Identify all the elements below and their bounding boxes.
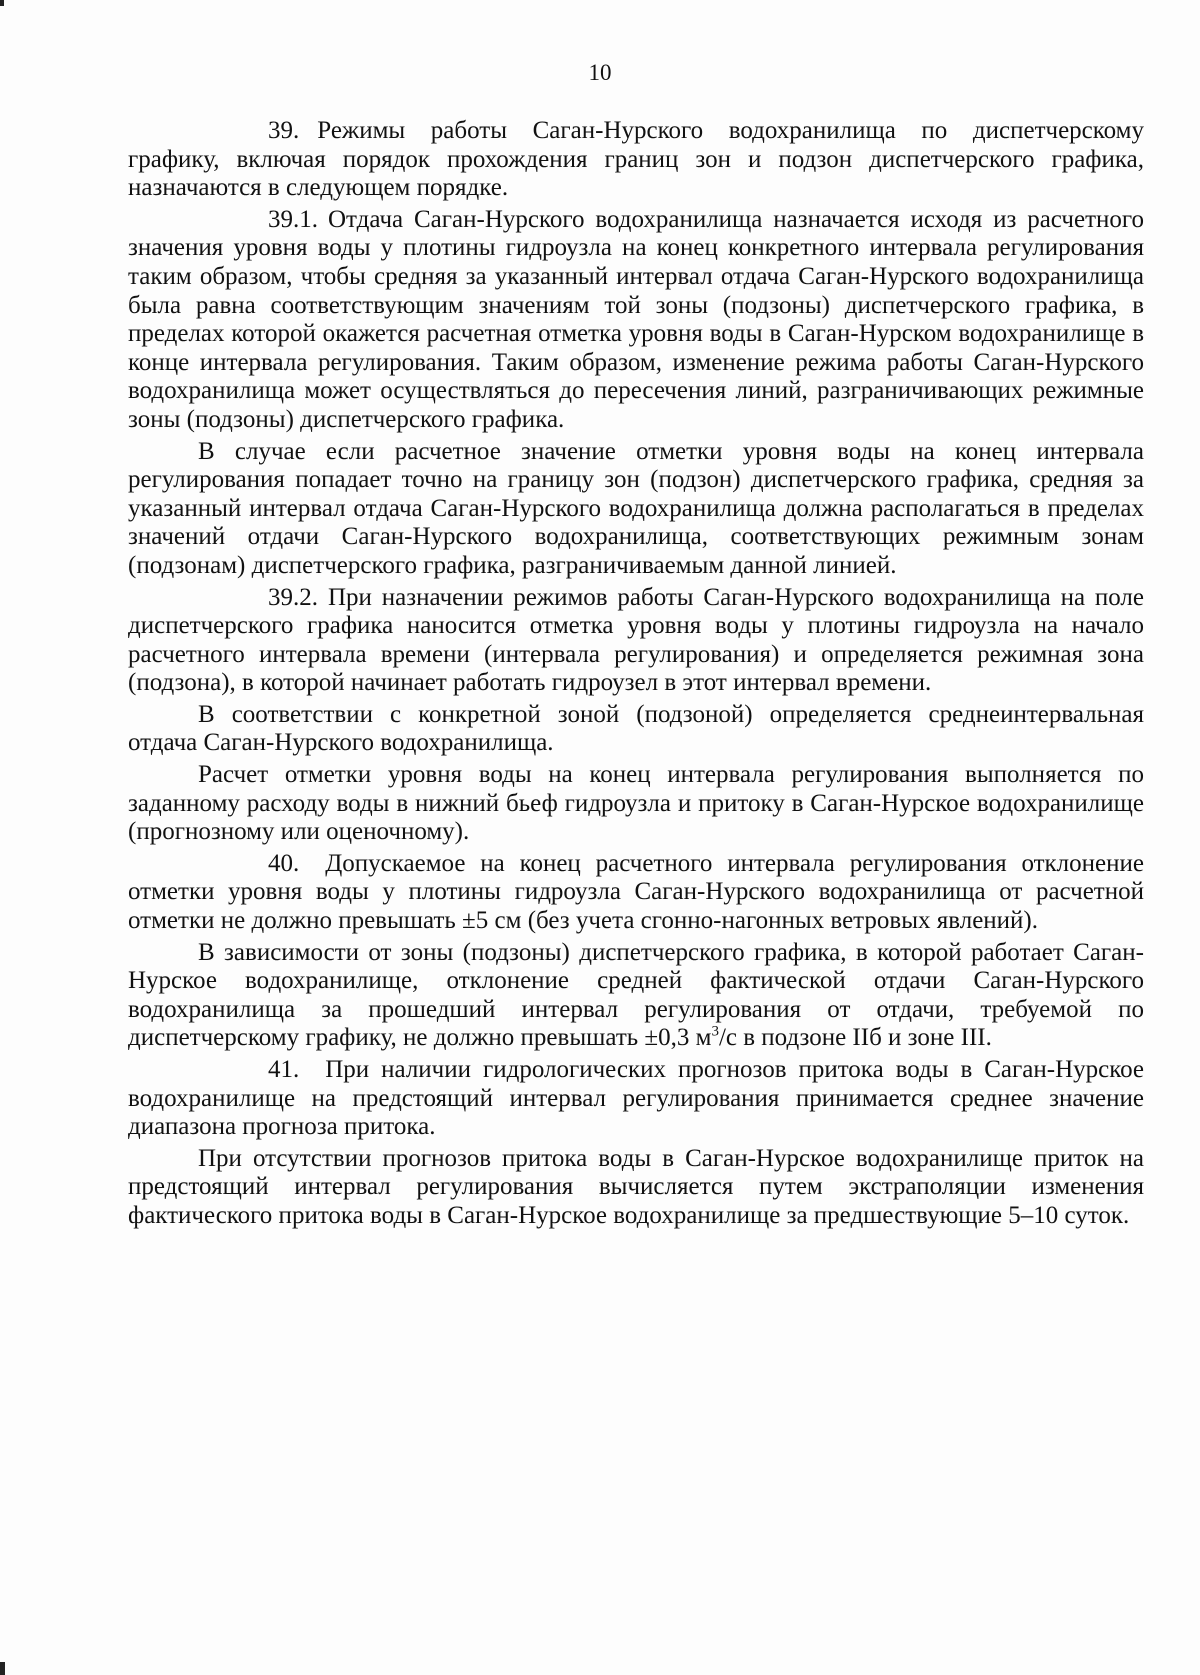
- scan-mark-top-left: [0, 0, 4, 6]
- paragraph-no-forecast: [128, 1145, 1144, 1231]
- scan-mark-bottom-left: [0, 1662, 5, 1675]
- paragraph-level-calculation: [128, 761, 1144, 847]
- document-body: [128, 117, 1144, 1234]
- paragraph-text-before: В зависимости от зоны (подзоны) диспетчерского графика, в которой работает Саган-Нурское водохранилище, отклонение средней фактической отдачи Саган-Нурского водохранилища за прошедший интервал регулирования от отдачи, требуемой по диспетчерскому графику, не должно превышать ±0,3 м: [128, 938, 1144, 1052]
- clause-number: 39.2.: [268, 583, 318, 611]
- paragraph-text: Допускаемое на конец расчетного интервала регулирования отклонение отметки уровня воды у плотины гидроузла Саган-Нурского водохранилища от расчетной отметки не должно превышать ±5 см (без учета сгонно-нагонных ветровых явлений).: [128, 849, 1144, 935]
- paragraph-text: В случае если расчетное значение отметки уровня воды на конец интервала регулирования попадает точно на границу зон (подзон) диспетчерского графика, средняя за указанный интервал отдача Саган-Нурского водохранилища должна располагаться в пределах значений отдачи Саган-Нурского водохранилища, соответствующих режимным зонам (подзонам) диспетчерского графика, разграничиваемым данной линией.: [128, 437, 1144, 579]
- clause-number: 39.1.: [268, 205, 318, 233]
- paragraph-39: [128, 117, 1144, 203]
- paragraph-text: Расчет отметки уровня воды на конец интервала регулирования выполняется по заданному расходу воды в нижний бьеф гидроузла и притоку в Саган-Нурское водохранилище (прогнозному или оценочному).: [128, 761, 1144, 846]
- paragraph-zone-release: [128, 701, 1144, 758]
- clause-number: 41.: [268, 1056, 300, 1083]
- paragraph-text: При назначении режимов работы Саган-Нурского водохранилища на поле диспетчерского графика наносится отметка уровня воды у плотины гидроузла на начало расчетного интервала времени (интервала регулирования) и определяется режимная зона (подзона), в которой начинает работать гидроузел в этот интервал времени.: [128, 583, 1144, 697]
- paragraph-boundary-case: [128, 438, 1144, 581]
- superscript-3: 3: [711, 1024, 719, 1041]
- paragraph-39-2: [128, 584, 1144, 698]
- paragraph-41: [128, 1056, 1144, 1142]
- paragraph-release-deviation: [128, 939, 1144, 1053]
- paragraph-40: [128, 850, 1144, 936]
- paragraph-39-1: [128, 206, 1144, 435]
- paragraph-text: При наличии гидрологических прогнозов притока воды в Саган-Нурское водохранилище на предстоящий интервал регулирования принимается среднее значение диапазона прогноза притока.: [128, 1056, 1144, 1141]
- paragraph-text: При отсутствии прогнозов притока воды в Саган-Нурское водохранилище приток на предстоящий интервал регулирования вычисляется путем экстраполяции изменения фактического притока воды в Саган-Нурское водохранилище за предшествующие 5–10 суток.: [128, 1144, 1144, 1229]
- paragraph-text: Отдача Саган-Нурского водохранилища назначается исходя из расчетного значения уровня воды у плотины гидроузла на конец конкретного интервала регулирования таким образом, чтобы средняя за указанный интервал отдача Саган-Нурского водохранилища была равна соответствующим значениям той зоны (подзоны) диспетчерского графика, в пределах которой окажется расчетная отметка уровня воды в Саган-Нурском водохранилище в конце интервала регулирования. Таким образом, изменение режима работы Саган-Нурского водохранилища может осуществляться до пересечения линий, разграничивающих режимные зоны (подзоны) диспетчерского графика.: [128, 205, 1144, 433]
- clause-number: 40.: [268, 849, 300, 877]
- paragraph-text: В соответствии с конкретной зоной (подзоной) определяется среднеинтервальная отдача Саган-Нурского водохранилища.: [128, 700, 1144, 757]
- paragraph-text-after: /с в подзоне IIб и зоне III.: [718, 1024, 992, 1052]
- page-number: 10: [588, 60, 612, 85]
- paragraph-text: Режимы работы Саган-Нурского водохранилища по диспетчерскому графику, включая порядок прохождения границ зон и подзон диспетчерского графика, назначаются в следующем порядке.: [128, 117, 1144, 202]
- clause-number: 39.: [268, 117, 300, 144]
